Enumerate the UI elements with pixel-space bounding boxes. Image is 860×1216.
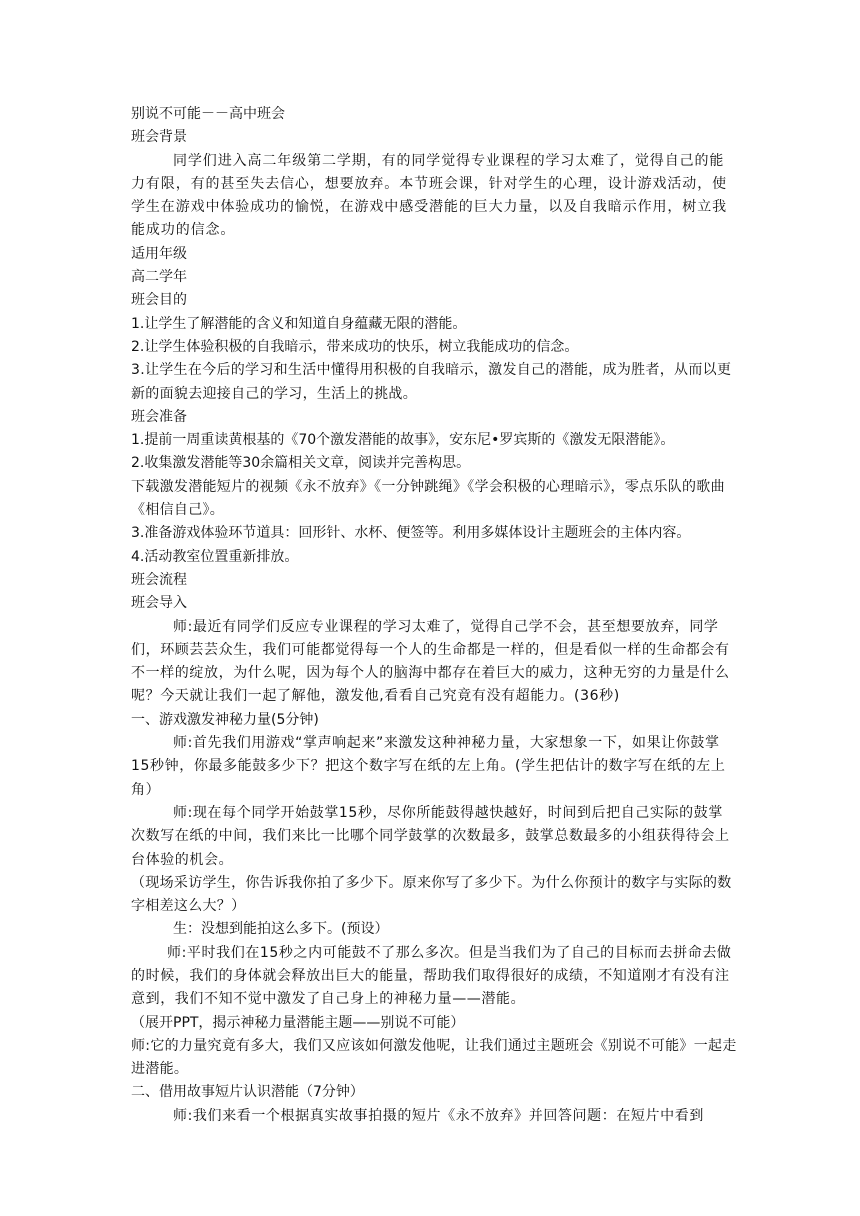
section-heading-grade: 适用年级 (131, 245, 187, 262)
prep-item-3: 3.准备游戏体验环节道具：回形针、水杯、便签等。利用多媒体设计主题班会的主体内容。 (131, 525, 691, 542)
section-heading-flow: 班会流程 (131, 571, 187, 588)
prep-item-1: 1.提前一周重读黄根基的《70个激发潜能的故事》，安东尼•罗宾斯的《激发无限潜能》。 (131, 432, 675, 449)
prep-item-2: 2.收集激发潜能等30余篇相关文章，阅读并完善构思。 (131, 455, 471, 472)
paragraph-part1-g: 师:它的力量究竟有多大，我们又应该如何激发他呢，让我们通过主题班会《别说不可能》一起走进潜能。 (131, 1037, 737, 1078)
section-heading-background: 班会背景 (131, 129, 187, 146)
paragraph-part1-f: （展开PPT，揭示神秘力量潜能主题——别说不可能） (131, 1014, 465, 1031)
prep-item-4: 4.活动教室位置重新排放。 (131, 548, 299, 565)
document-body (131, 103, 737, 1128)
goal-item-1: 1.让学生了解潜能的含义和知道自身蕴藏无限的潜能。 (131, 315, 467, 332)
document-title: 别说不可能－－高中班会 (131, 106, 285, 122)
prep-item-2-continued: 下载激发潜能短片的视频《永不放弃》《一分钟跳绳》《学会积极的心理暗示》，零点乐队的歌曲《相信自己》。 (131, 478, 725, 519)
paragraph-part2-a: 师:我们来看一个根据真实故事拍摄的短片《永不放弃》并回答问题：在短片中看到 (173, 1107, 704, 1124)
section-heading-intro: 班会导入 (131, 595, 187, 612)
section-heading-prep: 班会准备 (131, 408, 187, 425)
paragraph-background: 同学们进入高二年级第二学期，有的同学觉得专业课程的学习太难了，觉得自己的能力有限，有的甚至失去信心，想要放弃。本节班会课，针对学生的心理，设计游戏活动，使学生在游戏中体验成功的愉悦，在游戏中感受潜能的巨大力量，以及自我暗示作用，树立我能成功的信念。 (131, 152, 727, 239)
paragraph-part1-c: （现场采访学生，你告诉我你拍了多少下。原来你写了多少下。为什么你预计的数字与实际的数字相差这么大？） (131, 874, 732, 915)
goal-item-3: 3.让学生在今后的学习和生活中懂得用积极的自我暗示，激发自己的潜能，成为胜者，从而以更新的面貌去迎接自己的学习，生活上的挑战。 (131, 362, 732, 402)
section-heading-goal: 班会目的 (131, 292, 187, 309)
paragraph-part1-a: 师:首先我们用游戏“掌声响起来”来激发这种神秘力量，大家想象一下，如果让你鼓掌15秒钟，你最多能鼓多少下？把这个数字写在纸的左上角。(学生把估计的数字写在纸的左上角） (131, 735, 726, 798)
paragraph-part1-d: 生：没想到能拍这么多下。(预设） (173, 921, 389, 938)
paragraph-intro: 师:最近有同学们反应专业课程的学习太难了，觉得自己学不会，甚至想要放弃，同学们，环顾芸芸众生，我们可能都觉得每一个人的生命都是一样的，但是看似一样的生命都会有不一样的绽放，为什么呢，因为每个人的脑海中都存在着巨大的威力，这种无穷的力量是什么呢？今天就让我们一起了解他，激发他,看看自己究竟有没有超能力。(36秒) (131, 618, 730, 705)
section-heading-part2: 二、借用故事短片认识潜能（7分钟） (131, 1084, 364, 1101)
grade-value: 高二学年 (131, 269, 187, 286)
section-heading-part1: 一、游戏激发神秘力量(5分钟) (131, 711, 319, 728)
paragraph-part1-b: 师:现在每个同学开始鼓掌15秒，尽你所能鼓得越快越好，时间到后把自己实际的鼓掌次数写在纸的中间，我们来比一比哪个同学鼓掌的次数最多，鼓掌总数最多的小组获得待会上台体验的机会。 (131, 804, 730, 868)
paragraph-part1-e: 师:平时我们在15秒之内可能鼓不了那么多次。但是当我们为了自己的目标而去拼命去做的时候，我们的身体就会释放出巨大的能量，帮助我们取得很好的成绩，不知道刚才有没有注意到，我们不知不觉中激发了自己身上的神秘力量——潜能。 (131, 944, 732, 1008)
goal-item-2: 2.让学生体验积极的自我暗示，带来成功的快乐，树立我能成功的信念。 (131, 338, 579, 355)
